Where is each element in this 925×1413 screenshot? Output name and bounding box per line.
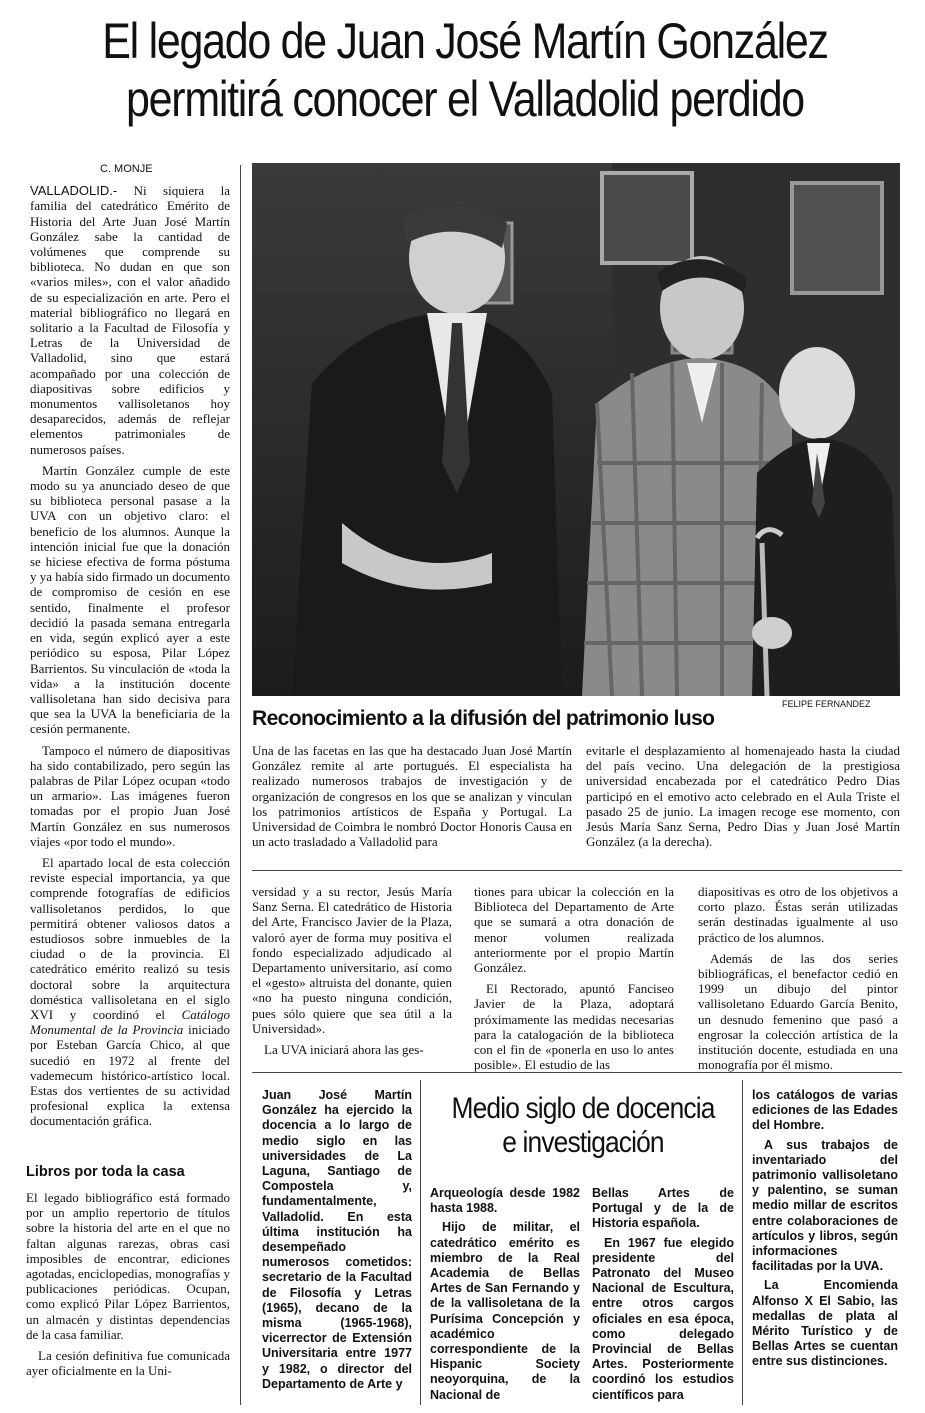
article-paragraph: diapositivas es otro de los objetivos a corto plazo. Éstas serán utilizadas serán destinadas igualmente al uso práctico de los alumnos.	[698, 884, 898, 945]
article-paragraph: tiones para ubicar la colección en la Biblioteca del Departamento de Arte que se sumará a otra donación de menor volumen realizada anteriormente por el propio Martín González.	[474, 884, 674, 976]
article-paragraph: Además de las dos series bibliográficas, el benefactor cedió en 1999 un dibujo del pintor vallisoletano Eduardo García Benito, un desnudo femenino que pasó a engrosar la colección artística de la institución docente, estudiada en una monografía por él mismo.	[698, 950, 898, 1073]
box-column-d: los catálogos de varias ediciones de las Edades del Hombre. A sus trabajos de inventariado del patrimonio vallisoletano y palentino, se suman medio millar de escritos entre colaboraciones de artículos y libros, según informaciones facilitadas por la UVA. La Encomienda Alfonso X El Sabio, las medallas de plata al Mérito Turístico y de Bellas Artes se cuentan entre sus distinciones.	[752, 1088, 898, 1369]
headline-line-1: El legado de Juan José Martín González	[102, 13, 828, 69]
photo-credit: FELIPE FERNANDEZ	[782, 699, 871, 709]
article-paragraph: La cesión definitiva fue comunicada ayer oficialmente en la Uni-	[26, 1348, 230, 1379]
headline-line-2: permitirá conocer el Valladolid perdido	[126, 71, 804, 127]
news-photo	[252, 163, 900, 696]
column-divider	[240, 165, 241, 1405]
box-rule	[420, 1080, 421, 1405]
article-column-2	[252, 884, 452, 1063]
article-paragraph: El legado bibliográfico está formado por un amplio repertorio de títulos sobre la historia del arte en el que no faltan algunas rarezas, obras casi imposibles de encontrar, ediciones agotadas, enciclopedias, monografías y publicaciones periódicas. Ocupan, como explicó Pilar López Barrientos, un almacén y distintas dependencias de la casa familiar.	[26, 1190, 230, 1342]
article-paragraph: Martín González cumple de este modo su ya anunciado deseo de que su biblioteca personal pasase a la UVA con un objetivo claro: el beneficio de los alumnos. Aunque la intención inicial fue que la donación se hiciese efectiva de forma póstuma y ya había sido firmado un documento de compromiso de cesión en ese sentido, finalmente el profesor decidió la pasada semana entregarla en vida, según explicó ayer a este periódico su esposa, Pilar López Barrientos. Su vinculación de «toda la vida» a la institución docente vallisoletana han sido decisiva para que sea la UVA la beneficiaria de la cesión permanente.	[30, 462, 231, 737]
catalog-title: Catálogo Monumental de la Provincia	[30, 1006, 231, 1038]
headline	[82, 12, 847, 128]
box-column-b: Arqueología desde 1982 hasta 1988. Hijo de militar, el catedrático emérito es miembro de la Real Academia de Bellas Artes de San Fernando y de la vallisoletana de la Purísima Concepción y académico correspondiente de la Hispanic Society neoyorquina, de la Nacional de	[430, 1186, 580, 1402]
article-paragraph: Tampoco el número de diapositivas ha sido contabilizado, pero según las palabras de Pilar López ocupan «todo un armario». Las imágenes fueron tomadas por el propio Juan José Martín González en sus numerosos viajes «por todo el mundo».	[30, 742, 230, 849]
dateline: VALLADOLID.-	[30, 183, 118, 199]
box-headline: Medio siglo de docencia e investigación	[451, 1092, 715, 1159]
article-paragraph: VALLADOLID.- Ni siquiera la familia del catedrático Emérito de Historia del Arte Juan José Martín González sabe la cantidad de volúmenes que comprende su biblioteca. No dudan en que son «varios miles», con el valor añadido de su especialización en arte. Pero el material bibliográfico no llegará en solitario a la Facultad de Filosofía y Letras de la Universidad de Valladolid, sino que estará acompañado por una colección de diapositivas sobre edificios y monumentos vallisoletanos hoy desaparecidos, además de reflejar elementos patrimoniales de numerosos países.	[30, 183, 230, 457]
article-column-1	[30, 162, 230, 1135]
caption-title: Reconocimiento a la difusión del patrimonio luso	[252, 707, 715, 730]
box-column-a: Juan José Martín González ha ejercido la docencia a lo largo de medio siglo en las universidades de La Laguna, Santiago de Compostela y, fundamentalmente, Valladolid. En esta última institución ha desempeñado numerosos cometidos: secretario de la Facultad de Filosofía y Letras (1965), decano de la misma (1965-1968), vicerrector de Extensión Universitaria entre 1977 y 1982, o director del Departamento de Arte y	[262, 1088, 412, 1391]
article-column-4	[698, 884, 898, 1078]
article-paragraph: versidad y a su rector, Jesús María Sanz Serna. El catedrático de Historia del Arte, Francisco Javier de la Plaza, valoró ayer de forma muy positiva el fondo especializado adjudicado al Departamento universitario, así como el «gesto» altruista del donante, quien «no ha puesto ninguna condición, pues sólo quiere que sea útil a la Universidad».	[252, 884, 452, 1036]
box-column-c: Bellas Artes de Portugal y de la de Historia española. En 1967 fue elegido presidente del Patronato del Museo Nacional de Escultura, entre otros cargos oficiales en esa época, como delegado Provincial de Bellas Artes. Posteriormente coordinó los estudios científicos para	[592, 1186, 734, 1402]
article-paragraph: El Rectorado, apuntó Fanciseo Javier de la Plaza, adoptará próximamente las medidas necesarias para la catalogación de la biblioteca con el fin de «ponerla en uso lo antes posible». El estudio de las	[474, 981, 674, 1073]
article-paragraph: El apartado local de esta colección reviste especial importancia, ya que comprende fotografías de edificios vallisoletanos perdidos, lo que permitirá obtener valiosos datos a estudiosos sobre inmuebles de la ciudad o de la provincia. El catedrático emérito realizó su tesis doctoral sobre la arquitectura doméstica vallisoletana en el siglo XVI y coordinó el Catálogo Monumental de la Provincia iniciado por Esteban García Chico, al que sucedió en 1972 al frente del vademecum histórico-artístico local. Estas dos vertientes de su actividad profesional explica la extensa documentación gráfica.	[30, 854, 231, 1129]
byline: C. MONJE	[100, 163, 153, 175]
article-paragraph: La UVA iniciará ahora las ges-	[264, 1042, 424, 1058]
caption-right: evitarle el desplazamiento al homenajeado hasta la ciudad del país vecino. Una delegación de la prestigiosa universidad encabezada por el catedrático Pedro Dias participó en el emotivo acto celebrado en el Aula Triste el pasado 25 de junio. La imagen recoge ese momento, con Jesús María Sanz Serna, Pedro Dias y Juan José Martín González (a la derecha).	[586, 743, 900, 850]
caption-left: Una de las facetas en las que ha destacado Juan José Martín González remite al arte portugués. El especialista ha realizado numerosos trabajos de investigación y de organización de congresos en los que se analizan y vinculan los patrimonios artísticos de España y Portugal. La Universidad de Coimbra le nombró Doctor Honoris Causa en un acto trasladado a Valladolid para	[252, 743, 572, 850]
subhead-libros: Libros por toda la casa	[26, 1164, 185, 1180]
box-top-rule	[252, 1072, 902, 1073]
article-column-1-bottom	[26, 1190, 230, 1384]
article-column-3	[474, 884, 674, 1078]
photo-illustration	[252, 163, 900, 696]
section-divider	[252, 870, 902, 871]
box-rule	[742, 1080, 743, 1405]
